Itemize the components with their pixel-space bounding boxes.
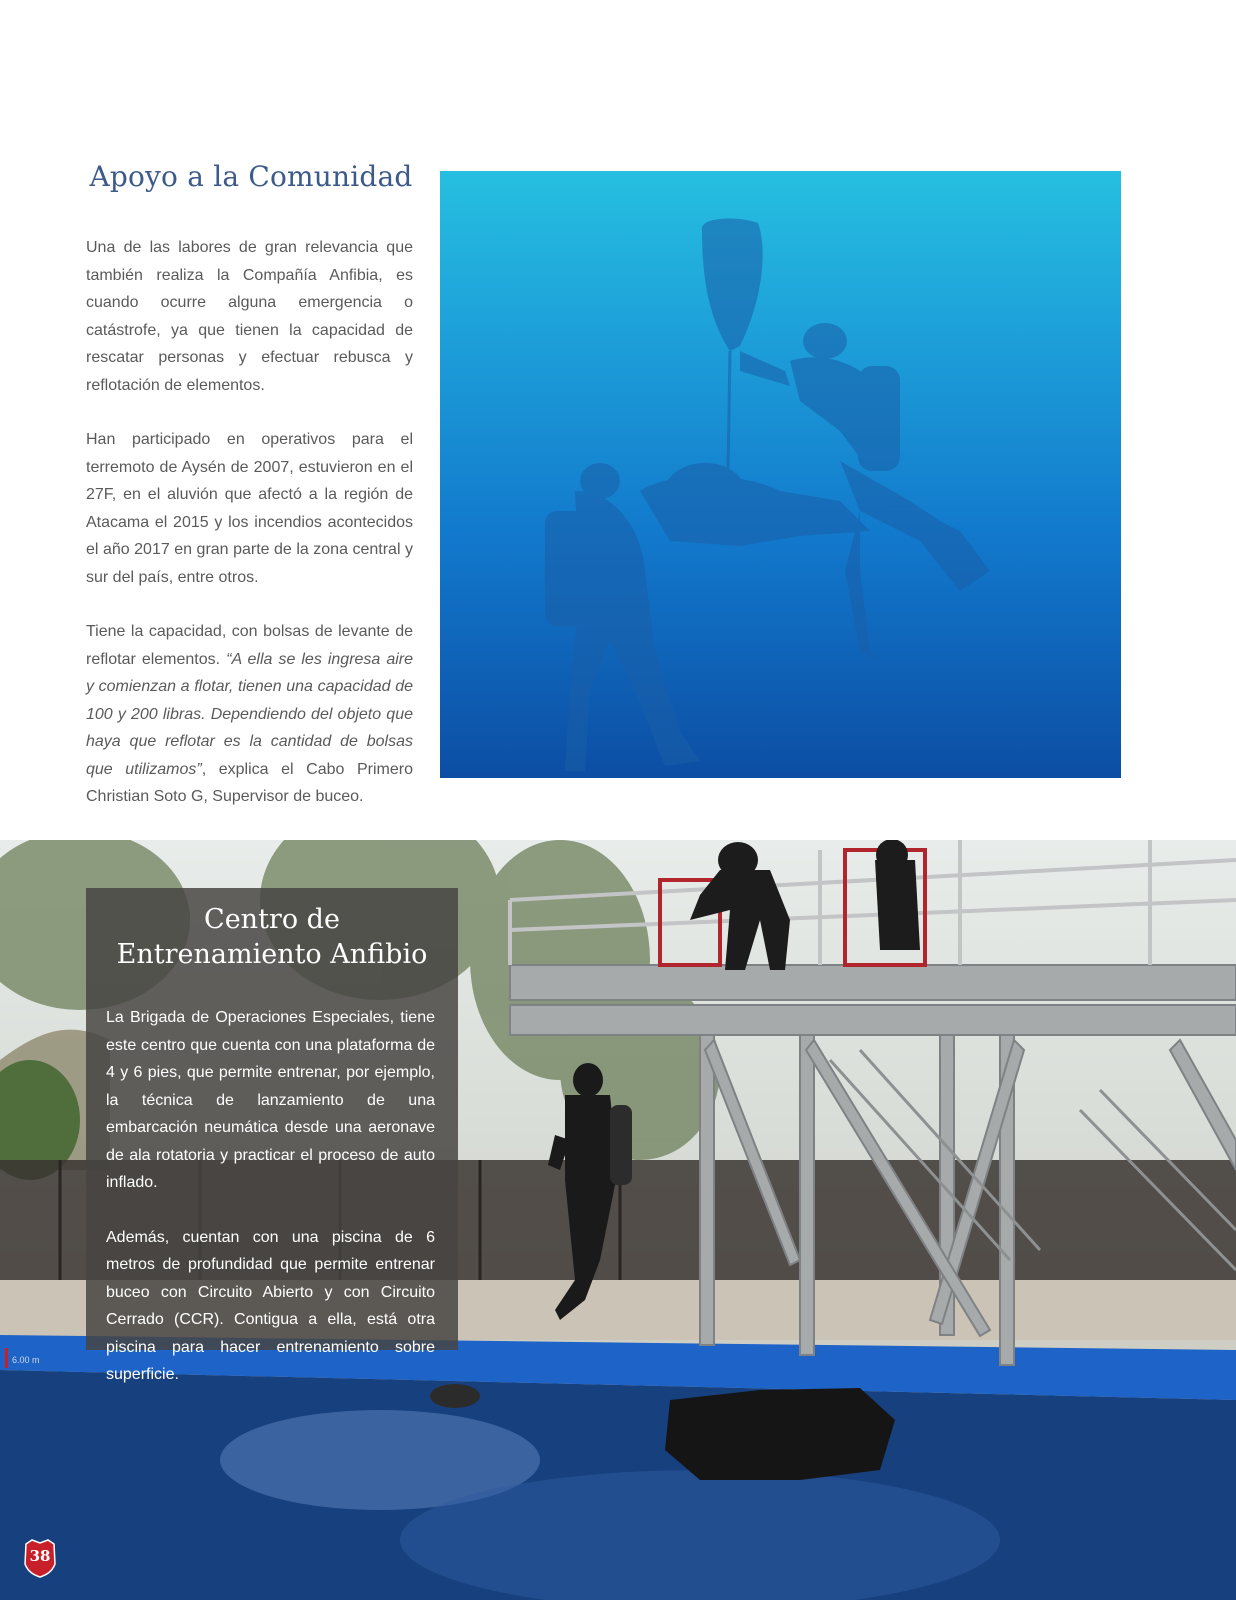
panel-body — [106, 1004, 435, 1416]
paragraph-3-outro: , explica el Cabo Primero Christian Soto G, Supervisor de buceo. — [86, 760, 413, 805]
section-title-centro — [86, 902, 458, 972]
panel-title-line-1: Centro de — [204, 904, 340, 935]
pool-depth-marker: 6.00 m — [12, 1355, 40, 1365]
page-number-badge — [22, 1538, 58, 1578]
divers-silhouettes — [440, 171, 1121, 778]
panel-title-line-2: Entrenamiento Anfibio — [116, 939, 428, 970]
underwater-divers-photo — [440, 171, 1121, 778]
paragraph-3 — [86, 618, 413, 811]
panel-paragraph-2: Además, cuentan con una piscina de 6 metros de profundidad que permite entrenar buceo con Circuito Abierto y con Circuito Cerrado (CCR). Contigua a ella, está otra piscina para hacer entrenamiento sobre superficie. — [106, 1228, 435, 1383]
info-panel — [86, 888, 458, 1383]
page-number: 38 — [29, 1547, 51, 1565]
quote-text: “A ella se les ingresa aire y comienzan a flotar, tienen una capacidad de 100 y 200 libras. Dependiendo del objeto que haya que reflotar es la cantidad de bolsas que utilizamos” — [86, 650, 414, 778]
section-title-apoyo: Apoyo a la Comunidad — [89, 160, 413, 193]
article-column — [86, 234, 413, 838]
paragraph-3-intro: Tiene la capacidad, con bolsas de levante de reflotar elementos. — [86, 623, 413, 668]
paragraph-1: Una de las labores de gran relevancia que también realiza la Compañía Anfibia, es cuando ocurre alguna emergencia o catástrofe, ya que tienen la capacidad de rescatar personas y efectuar rebusca y reflotación de elementos. — [86, 239, 413, 394]
paragraph-2: Han participado en operativos para el terremoto de Aysén de 2007, estuvieron en el 27F, en el aluvión que afectó a la región de Atacama el 2015 y los incendios acontecidos el año 2017 en gran parte de la zona central y sur del país, entre otros. — [86, 431, 413, 586]
panel-paragraph-1: La Brigada de Operaciones Especiales, tiene este centro que cuenta con una plataforma de 4 y 6 pies, que permite entrenar, por ejemplo, la técnica de lanzamiento de una embarcación neumática desde una aeronave de ala rotatoria y practicar el proceso de auto inflado. — [106, 1009, 435, 1191]
